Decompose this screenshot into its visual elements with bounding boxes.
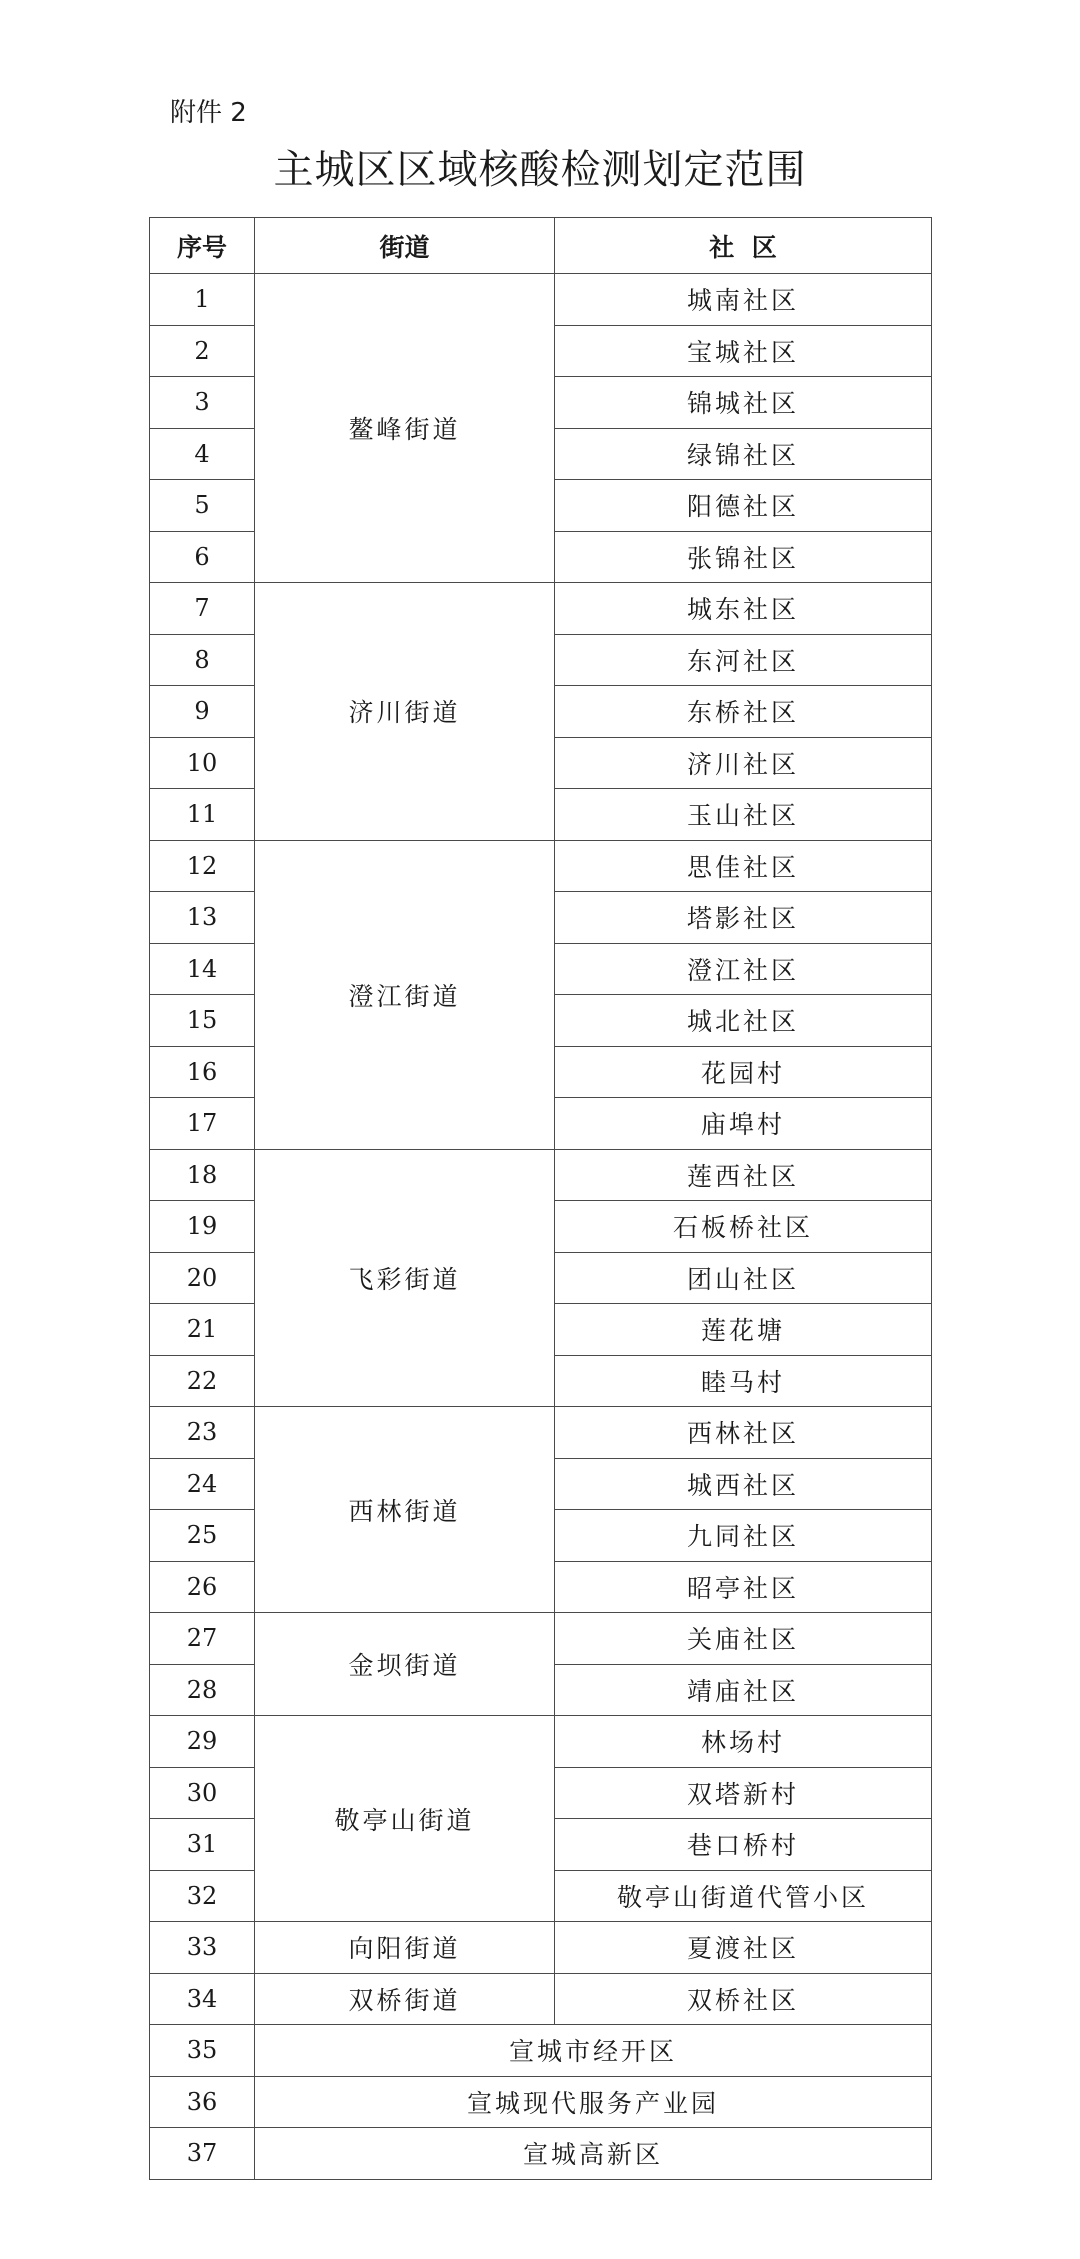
row-number: 35 — [150, 2025, 255, 2077]
community-name: 庙埠村 — [555, 1098, 932, 1150]
community-name: 锦城社区 — [555, 377, 932, 429]
scope-table — [149, 217, 932, 2180]
page-title: 主城区区域核酸检测划定范围 — [273, 147, 807, 193]
community-name: 关庙社区 — [555, 1613, 932, 1665]
community-name: 昭亭社区 — [555, 1561, 932, 1613]
community-name: 宝城社区 — [555, 325, 932, 377]
row-number: 10 — [150, 737, 255, 789]
header-community: 社 区 — [555, 218, 932, 274]
header-street: 街道 — [255, 218, 555, 274]
row-number: 6 — [150, 531, 255, 583]
street-name: 双桥街道 — [255, 1973, 555, 2025]
table-row — [150, 2128, 932, 2180]
row-number: 26 — [150, 1561, 255, 1613]
street-name: 济川街道 — [255, 583, 555, 841]
row-number: 29 — [150, 1716, 255, 1768]
table-row — [150, 1407, 932, 1459]
table-row — [150, 274, 932, 326]
table-row — [150, 1149, 932, 1201]
community-name: 夏渡社区 — [555, 1922, 932, 1974]
row-number: 14 — [150, 943, 255, 995]
table-header-row — [150, 218, 932, 274]
street-name: 敬亭山街道 — [255, 1716, 555, 1922]
zone-name: 宣城市经开区 — [255, 2025, 932, 2077]
community-name: 张锦社区 — [555, 531, 932, 583]
row-number: 23 — [150, 1407, 255, 1459]
community-name: 城西社区 — [555, 1458, 932, 1510]
street-name: 鳌峰街道 — [255, 274, 555, 583]
community-name: 莲花塘 — [555, 1304, 932, 1356]
row-number: 37 — [150, 2128, 255, 2180]
community-name: 双桥社区 — [555, 1973, 932, 2025]
row-number: 24 — [150, 1458, 255, 1510]
row-number: 36 — [150, 2076, 255, 2128]
community-name: 双塔新村 — [555, 1767, 932, 1819]
community-name: 玉山社区 — [555, 789, 932, 841]
row-number: 32 — [150, 1870, 255, 1922]
header-seq: 序号 — [150, 218, 255, 274]
community-name: 团山社区 — [555, 1252, 932, 1304]
row-number: 33 — [150, 1922, 255, 1974]
row-number: 1 — [150, 274, 255, 326]
row-number: 18 — [150, 1149, 255, 1201]
community-name: 睦马村 — [555, 1355, 932, 1407]
row-number: 4 — [150, 428, 255, 480]
row-number: 34 — [150, 1973, 255, 2025]
community-name: 东桥社区 — [555, 686, 932, 738]
community-name: 巷口桥村 — [555, 1819, 932, 1871]
street-name: 西林街道 — [255, 1407, 555, 1613]
table-row — [150, 2076, 932, 2128]
community-name: 塔影社区 — [555, 892, 932, 944]
row-number: 21 — [150, 1304, 255, 1356]
table-body — [150, 274, 932, 2180]
row-number: 30 — [150, 1767, 255, 1819]
table-row — [150, 1716, 932, 1768]
row-number: 13 — [150, 892, 255, 944]
row-number: 12 — [150, 840, 255, 892]
table-row — [150, 1973, 932, 2025]
row-number: 17 — [150, 1098, 255, 1150]
community-name: 靖庙社区 — [555, 1664, 932, 1716]
community-name: 绿锦社区 — [555, 428, 932, 480]
community-name: 澄江社区 — [555, 943, 932, 995]
table-row — [150, 1613, 932, 1665]
row-number: 9 — [150, 686, 255, 738]
community-name: 西林社区 — [555, 1407, 932, 1459]
street-name: 澄江街道 — [255, 840, 555, 1149]
row-number: 7 — [150, 583, 255, 635]
community-name: 济川社区 — [555, 737, 932, 789]
zone-name: 宣城现代服务产业园 — [255, 2076, 932, 2128]
row-number: 3 — [150, 377, 255, 429]
table-row — [150, 840, 932, 892]
row-number: 8 — [150, 634, 255, 686]
row-number: 20 — [150, 1252, 255, 1304]
community-name: 林场村 — [555, 1716, 932, 1768]
row-number: 16 — [150, 1046, 255, 1098]
table-row — [150, 1922, 932, 1974]
row-number: 25 — [150, 1510, 255, 1562]
row-number: 2 — [150, 325, 255, 377]
row-number: 22 — [150, 1355, 255, 1407]
street-name: 金坝街道 — [255, 1613, 555, 1716]
table-row — [150, 583, 932, 635]
community-name: 石板桥社区 — [555, 1201, 932, 1253]
community-name: 敬亭山街道代管小区 — [555, 1870, 932, 1922]
community-name: 莲西社区 — [555, 1149, 932, 1201]
row-number: 28 — [150, 1664, 255, 1716]
row-number: 31 — [150, 1819, 255, 1871]
community-name: 九同社区 — [555, 1510, 932, 1562]
community-name: 思佳社区 — [555, 840, 932, 892]
zone-name: 宣城高新区 — [255, 2128, 932, 2180]
community-name: 花园村 — [555, 1046, 932, 1098]
street-name: 向阳街道 — [255, 1922, 555, 1974]
attachment-label: 附件 2 — [170, 98, 247, 128]
row-number: 19 — [150, 1201, 255, 1253]
community-name: 城东社区 — [555, 583, 932, 635]
community-name: 东河社区 — [555, 634, 932, 686]
row-number: 5 — [150, 480, 255, 532]
row-number: 15 — [150, 995, 255, 1047]
row-number: 11 — [150, 789, 255, 841]
table-row — [150, 2025, 932, 2077]
street-name: 飞彩街道 — [255, 1149, 555, 1407]
community-name: 城北社区 — [555, 995, 932, 1047]
community-name: 阳德社区 — [555, 480, 932, 532]
row-number: 27 — [150, 1613, 255, 1665]
community-name: 城南社区 — [555, 274, 932, 326]
